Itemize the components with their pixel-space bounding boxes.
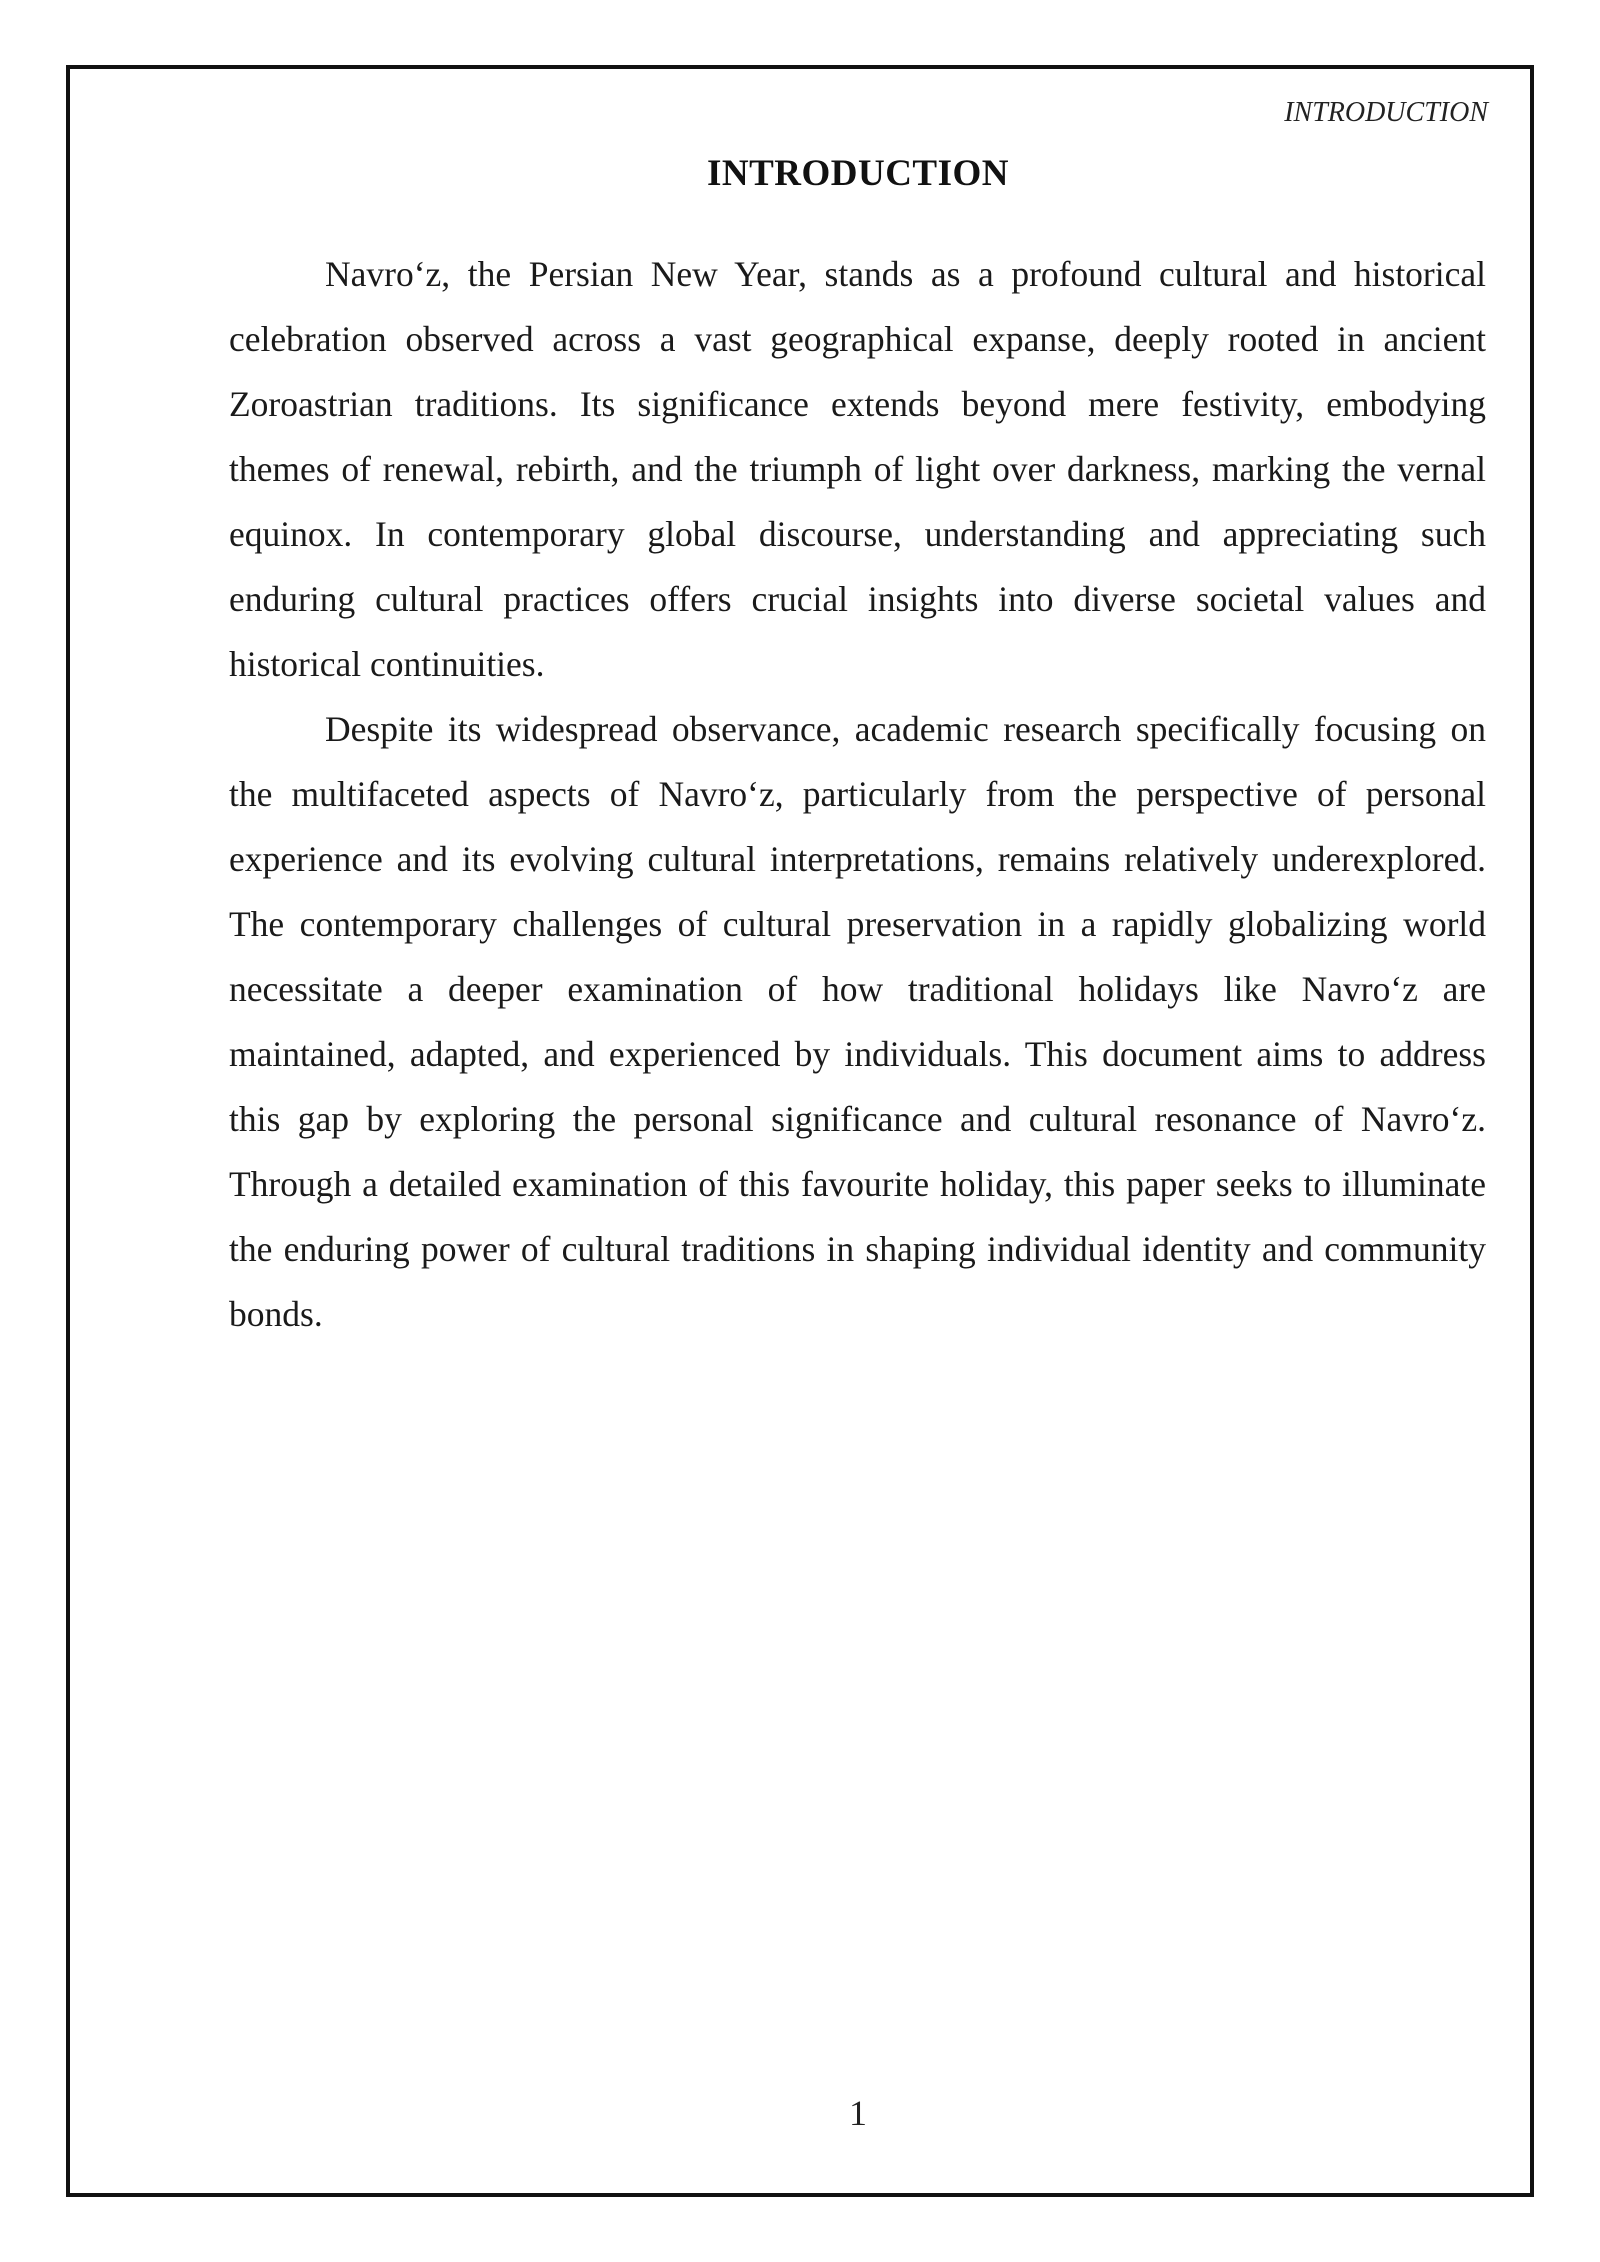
paragraph: Despite its widespread observance, academic research specifically focusing on the multifaceted aspects of Navro‘z, particularly from the perspective of personal experience and its evolving cultural interpretations, remains relatively underexplored. The contemporary challenges of cultural preservation in a rapidly globalizing world necessitate a deeper examination of how traditional holidays like Navro‘z are maintained, adapted, and experienced by individuals. This document aims to address this gap by exploring the personal significance and cultural resonance of Navro‘z. Through a detailed examination of this favourite holiday, this paper seeks to illuminate the enduring power of cultural traditions in shaping individual identity and community bonds. <box>229 709 1486 1334</box>
paragraph: Navro‘z, the Persian New Year, stands as a profound cultural and historical celebration observed across a vast geographical expanse, deeply rooted in ancient Zoroastrian traditions. Its significance extends beyond mere festivity, embodying themes of renewal, rebirth, and the triumph of light over darkness, marking the vernal equinox. In contemporary global discourse, understanding and appreciating such enduring cultural practices offers crucial insights into diverse societal values and historical continuities. <box>229 254 1486 684</box>
running-header: INTRODUCTION <box>1284 97 1488 128</box>
page-number: 1 <box>849 2093 867 2133</box>
body-text <box>229 242 1486 1347</box>
section-title: INTRODUCTION <box>706 153 1010 194</box>
